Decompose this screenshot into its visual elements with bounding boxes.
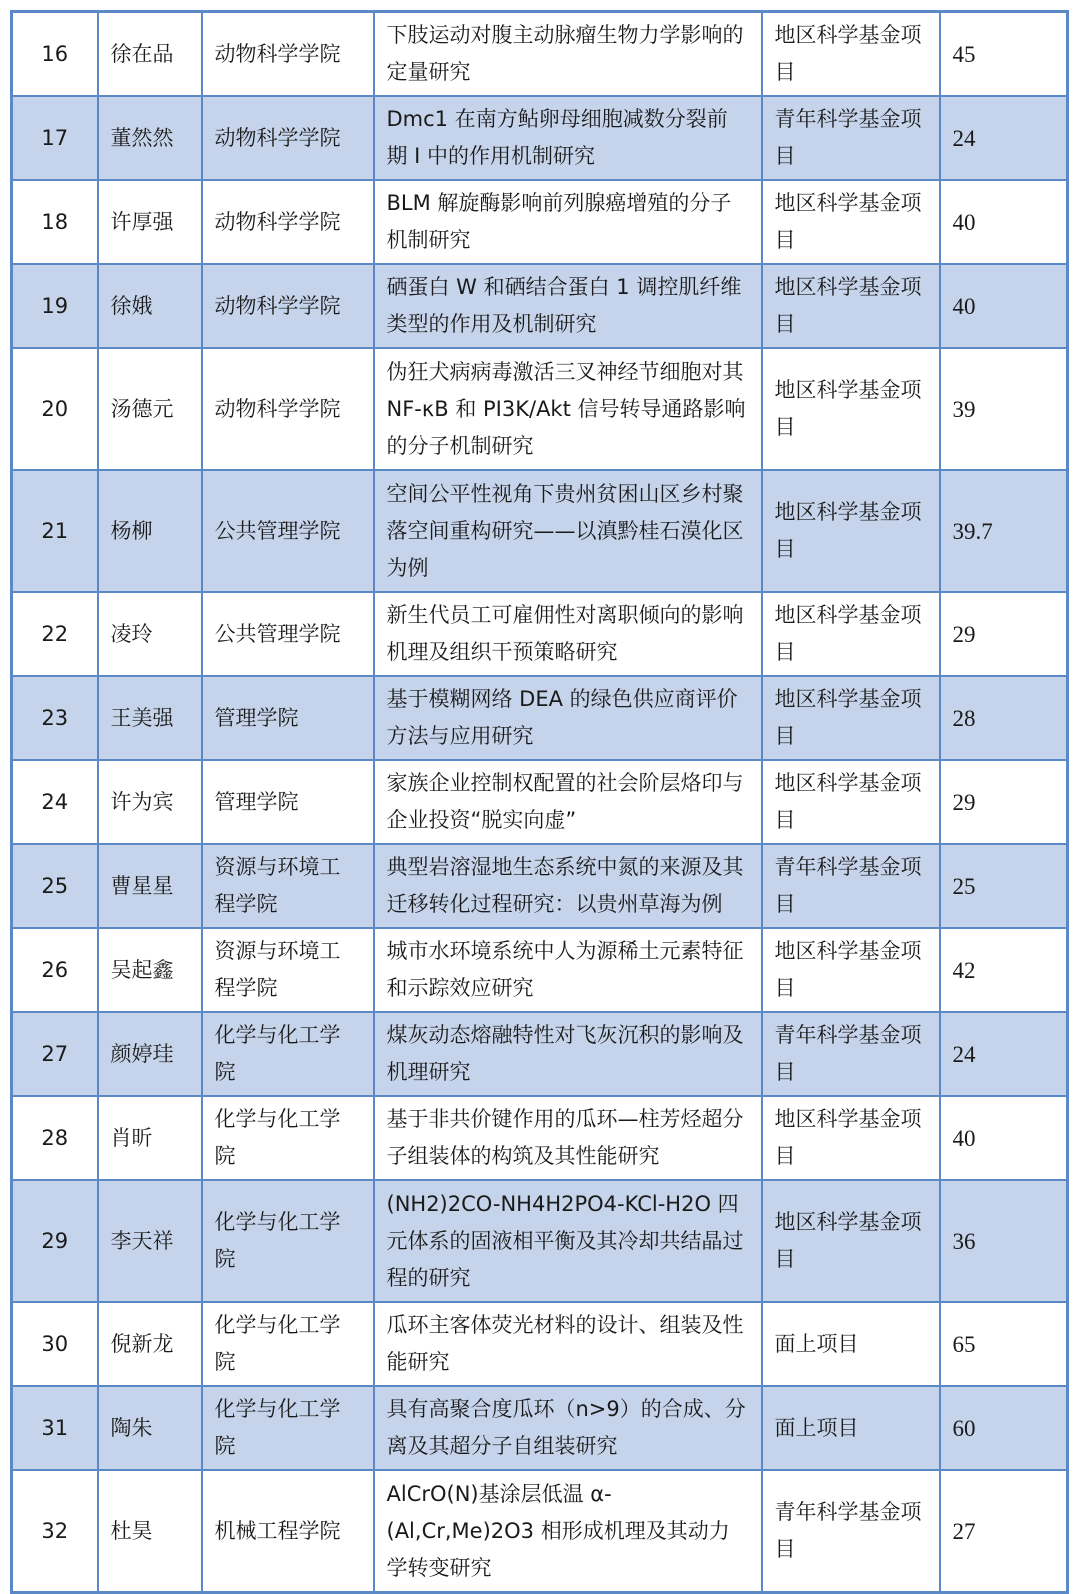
funding-amount: 24: [940, 1012, 1068, 1096]
project-title: 新生代员工可雇佣性对离职倾向的影响机理及组织干预策略研究: [374, 592, 762, 676]
project-type: 地区科学基金项目: [762, 1096, 940, 1180]
department: 化学与化工学院: [202, 1386, 374, 1470]
project-type: 青年科学基金项目: [762, 96, 940, 180]
row-number: 16: [12, 12, 98, 97]
row-number: 20: [12, 348, 98, 470]
table-row: [12, 592, 1068, 676]
funding-amount: 40: [940, 1096, 1068, 1180]
funding-amount: 60: [940, 1386, 1068, 1470]
row-number: 32: [12, 1470, 98, 1593]
project-type: 地区科学基金项目: [762, 470, 940, 592]
table-row: [12, 760, 1068, 844]
table-row: [12, 1096, 1068, 1180]
row-number: 17: [12, 96, 98, 180]
funding-amount: 29: [940, 760, 1068, 844]
funding-amount: 27: [940, 1470, 1068, 1593]
table-row: [12, 96, 1068, 180]
applicant-name: 徐在品: [98, 12, 202, 97]
funding-amount: 40: [940, 264, 1068, 348]
table-row: [12, 1180, 1068, 1302]
project-type: 青年科学基金项目: [762, 844, 940, 928]
project-type: 面上项目: [762, 1386, 940, 1470]
funding-amount: 65: [940, 1302, 1068, 1386]
project-title: 下肢运动对腹主动脉瘤生物力学影响的定量研究: [374, 12, 762, 97]
row-number: 25: [12, 844, 98, 928]
row-number: 31: [12, 1386, 98, 1470]
applicant-name: 倪新龙: [98, 1302, 202, 1386]
project-type: 地区科学基金项目: [762, 348, 940, 470]
row-number: 22: [12, 592, 98, 676]
department: 动物科学学院: [202, 12, 374, 97]
project-title: 具有高聚合度瓜环（n>9）的合成、分离及其超分子自组装研究: [374, 1386, 762, 1470]
department: 动物科学学院: [202, 96, 374, 180]
applicant-name: 董然然: [98, 96, 202, 180]
table-row: [12, 928, 1068, 1012]
row-number: 30: [12, 1302, 98, 1386]
department: 公共管理学院: [202, 592, 374, 676]
funding-amount: 45: [940, 12, 1068, 97]
table-row: [12, 12, 1068, 97]
department: 资源与环境工程学院: [202, 928, 374, 1012]
table-row: [12, 844, 1068, 928]
row-number: 19: [12, 264, 98, 348]
applicant-name: 陶朱: [98, 1386, 202, 1470]
project-title: 瓜环主客体荧光材料的设计、组装及性能研究: [374, 1302, 762, 1386]
applicant-name: 曹星星: [98, 844, 202, 928]
project-type: 青年科学基金项目: [762, 1470, 940, 1593]
department: 动物科学学院: [202, 348, 374, 470]
applicant-name: 杨柳: [98, 470, 202, 592]
funding-amount: 36: [940, 1180, 1068, 1302]
row-number: 26: [12, 928, 98, 1012]
department: 公共管理学院: [202, 470, 374, 592]
applicant-name: 王美强: [98, 676, 202, 760]
project-title: 家族企业控制权配置的社会阶层烙印与企业投资“脱实向虚”: [374, 760, 762, 844]
funding-amount: 25: [940, 844, 1068, 928]
applicant-name: 吴起鑫: [98, 928, 202, 1012]
project-type: 地区科学基金项目: [762, 264, 940, 348]
row-number: 27: [12, 1012, 98, 1096]
row-number: 24: [12, 760, 98, 844]
project-title: 基于模糊网络 DEA 的绿色供应商评价方法与应用研究: [374, 676, 762, 760]
applicant-name: 汤德元: [98, 348, 202, 470]
row-number: 21: [12, 470, 98, 592]
project-title: 基于非共价键作用的瓜环—柱芳烃超分子组装体的构筑及其性能研究: [374, 1096, 762, 1180]
grant-table: [10, 10, 1069, 1594]
applicant-name: 徐娥: [98, 264, 202, 348]
project-type: 青年科学基金项目: [762, 1012, 940, 1096]
project-title: 硒蛋白 W 和硒结合蛋白 1 调控肌纤维类型的作用及机制研究: [374, 264, 762, 348]
project-type: 地区科学基金项目: [762, 1180, 940, 1302]
project-title: (NH2)2CO-NH4H2PO4-KCl-H2O 四元体系的固液相平衡及其冷却共结晶过程的研究: [374, 1180, 762, 1302]
project-title: 城市水环境系统中人为源稀土元素特征和示踪效应研究: [374, 928, 762, 1012]
row-number: 28: [12, 1096, 98, 1180]
table-row: [12, 180, 1068, 264]
table-row: [12, 1470, 1068, 1593]
table-row: [12, 470, 1068, 592]
department: 化学与化工学院: [202, 1012, 374, 1096]
department: 管理学院: [202, 760, 374, 844]
project-type: 地区科学基金项目: [762, 12, 940, 97]
applicant-name: 许厚强: [98, 180, 202, 264]
applicant-name: 凌玲: [98, 592, 202, 676]
table-row: [12, 1302, 1068, 1386]
project-type: 面上项目: [762, 1302, 940, 1386]
row-number: 23: [12, 676, 98, 760]
department: 动物科学学院: [202, 180, 374, 264]
funding-amount: 24: [940, 96, 1068, 180]
project-title: 煤灰动态熔融特性对飞灰沉积的影响及机理研究: [374, 1012, 762, 1096]
project-type: 地区科学基金项目: [762, 676, 940, 760]
applicant-name: 肖昕: [98, 1096, 202, 1180]
project-title: BLM 解旋酶影响前列腺癌增殖的分子机制研究: [374, 180, 762, 264]
project-title: Dmc1 在南方鲇卵母细胞减数分裂前期 I 中的作用机制研究: [374, 96, 762, 180]
project-type: 地区科学基金项目: [762, 180, 940, 264]
department: 资源与环境工程学院: [202, 844, 374, 928]
project-type: 地区科学基金项目: [762, 928, 940, 1012]
applicant-name: 颜婷珪: [98, 1012, 202, 1096]
department: 管理学院: [202, 676, 374, 760]
table-row: [12, 1386, 1068, 1470]
row-number: 29: [12, 1180, 98, 1302]
department: 动物科学学院: [202, 264, 374, 348]
department: 化学与化工学院: [202, 1302, 374, 1386]
funding-amount: 40: [940, 180, 1068, 264]
department: 化学与化工学院: [202, 1180, 374, 1302]
project-type: 地区科学基金项目: [762, 760, 940, 844]
project-title: 伪狂犬病病毒激活三叉神经节细胞对其 NF-κB 和 PI3K/Akt 信号转导通路影响的分子机制研究: [374, 348, 762, 470]
table-row: [12, 348, 1068, 470]
applicant-name: 李天祥: [98, 1180, 202, 1302]
project-title: AlCrO(N)基涂层低温 α-(Al,Cr,Me)2O3 相形成机理及其动力学转变研究: [374, 1470, 762, 1593]
funding-amount: 29: [940, 592, 1068, 676]
funding-amount: 39.7: [940, 470, 1068, 592]
applicant-name: 许为宾: [98, 760, 202, 844]
applicant-name: 杜昊: [98, 1470, 202, 1593]
table-row: [12, 264, 1068, 348]
project-title: 空间公平性视角下贵州贫困山区乡村聚落空间重构研究——以滇黔桂石漠化区为例: [374, 470, 762, 592]
funding-amount: 42: [940, 928, 1068, 1012]
department: 化学与化工学院: [202, 1096, 374, 1180]
department: 机械工程学院: [202, 1470, 374, 1593]
project-title: 典型岩溶湿地生态系统中氮的来源及其迁移转化过程研究：以贵州草海为例: [374, 844, 762, 928]
project-type: 地区科学基金项目: [762, 592, 940, 676]
funding-amount: 39: [940, 348, 1068, 470]
funding-amount: 28: [940, 676, 1068, 760]
table-row: [12, 1012, 1068, 1096]
table-row: [12, 676, 1068, 760]
row-number: 18: [12, 180, 98, 264]
